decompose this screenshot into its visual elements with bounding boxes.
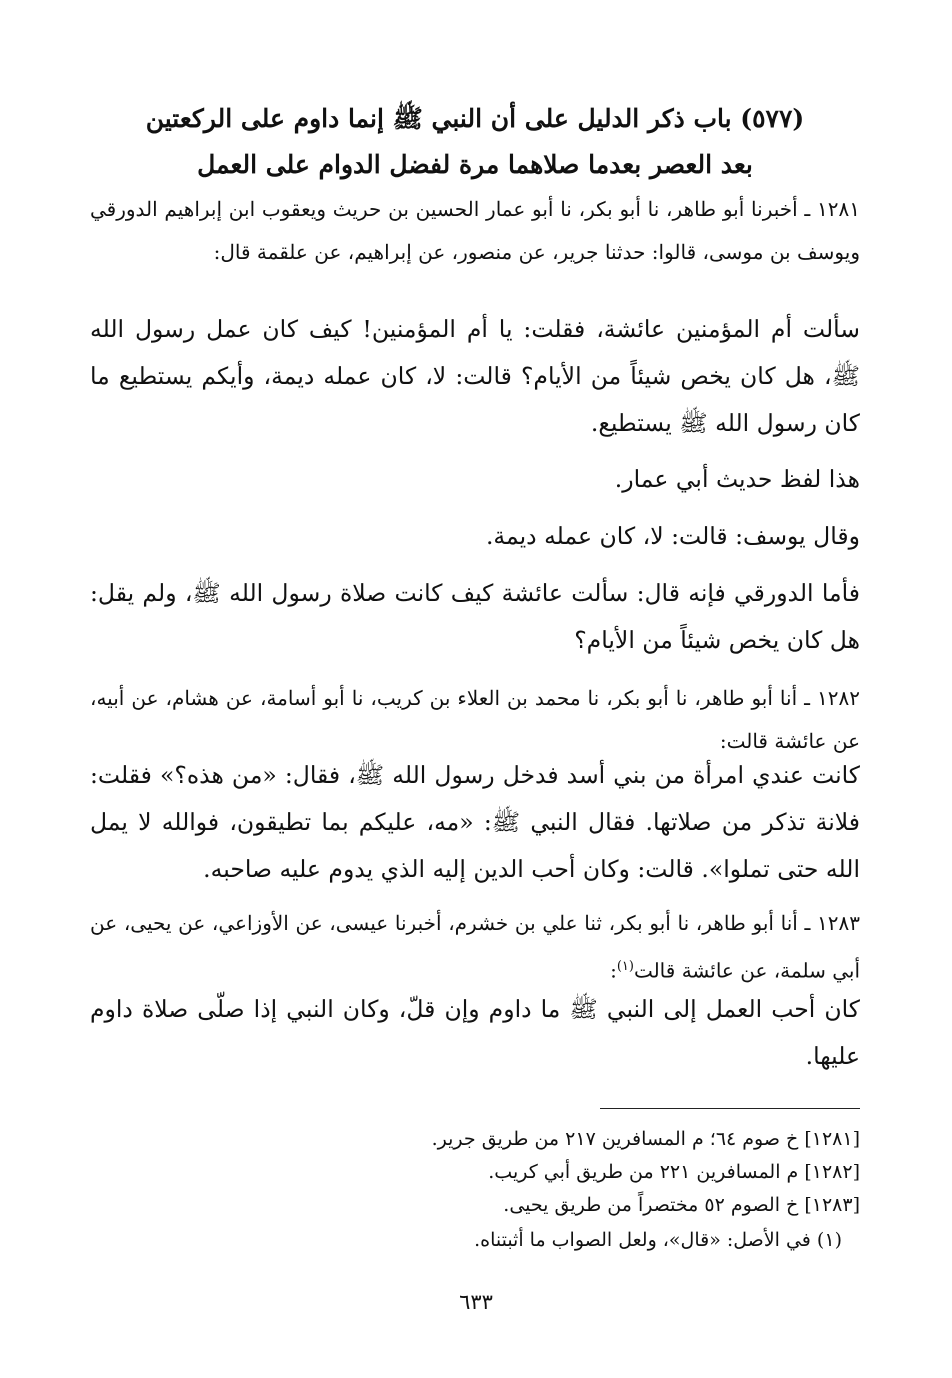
hadith-1281-note-1: هذا لفظ حديث أبي عمار. [614,465,860,493]
footnote-1: (١) في الأصل: «قال»، ولعل الصواب ما أثبتناه. [474,1229,842,1251]
footnote-ref-1: (١) [616,959,634,974]
hadith-1283-text: كان أحب العمل إلى النبي ﷺ ما داوم وإن قلّ، وكان النبي إذا صلّى صلاة داوم عليها. [90,995,860,1070]
hadith-1281-text: سألت أم المؤمنين عائشة، فقلت: يا أم المؤمنين! كيف كان عمل رسول الله ﷺ، هل كان يخص شيئاً من الأيام؟ قالت: لا، كان عمله ديمة، وأيكم يستطيع ما كان رسول الله ﷺ يستطيع. [90,315,860,437]
hadith-1282-chain: ١٢٨٢ ـ أنا أبو طاهر، نا أبو بكر، نا محمد بن العلاء بن كريب، نا أبو أسامة، عن هشام، عن أبيه، عن عائشة قالت: [90,686,860,753]
footnote-1281: [١٢٨١] خ صوم ٦٤؛ م المسافرين ٢١٧ من طريق جرير. [431,1128,860,1150]
hadith-1283-chain [90,902,860,993]
page-number: ٦٣٣ [459,1290,493,1314]
hadith-1282-text: كانت عندي امرأة من بني أسد فدخل رسول الله ﷺ، فقال: «من هذه؟» فقلت: فلانة تذكر من صلاتها. فقال النبي ﷺ: «مه، عليكم بما تطيقون، فوالله لا يمل الله حتى تملوا». قالت: وكان أحب الدين إليه الذي يدوم عليه صاحبه. [90,761,860,883]
footnote-divider [600,1108,860,1109]
footnote-1282: [١٢٨٢] م المسافرين ٢٢١ من طريق أبي كريب. [488,1161,860,1183]
chapter-title-line-1: (٥٧٧) باب ذكر الدليل على أن النبي ﷺ إنما داوم على الركعتين [145,104,805,133]
chapter-heading [90,96,860,188]
hadith-1281-note-2: وقال يوسف: قالت: لا، كان عمله ديمة. [485,522,860,550]
footnote-1283: [١٢٨٣] خ الصوم ٥٢ مختصراً من طريق يحيى. [503,1194,860,1216]
hadith-1281-chain: ١٢٨١ ـ أخبرنا أبو طاهر، نا أبو بكر، نا أبو عمار الحسين بن حريث ويعقوب ابن إبراهيم الدورقي ويوسف بن موسى، قالوا: حدثنا جرير، عن منصور، عن إبراهيم، عن علقمة قال: [90,197,860,264]
chapter-title-line-2: بعد العصر بعدما صلاهما مرة لفضل الدوام على العمل [197,150,753,179]
hadith-1283-chain-end: : [610,958,617,983]
hadith-1283-chain-text: ١٢٨٣ ـ أنا أبو طاهر، نا أبو بكر، ثنا علي بن خشرم، أخبرنا عيسى، عن الأوزاعي، عن يحيى، عن أبي سلمة، عن عائشة قالت [90,911,860,983]
hadith-1281-note-3: فأما الدورقي فإنه قال: سألت عائشة كيف كانت صلاة رسول الله ﷺ، ولم يقل: هل كان يخص شيئاً من الأيام؟ [90,579,860,654]
